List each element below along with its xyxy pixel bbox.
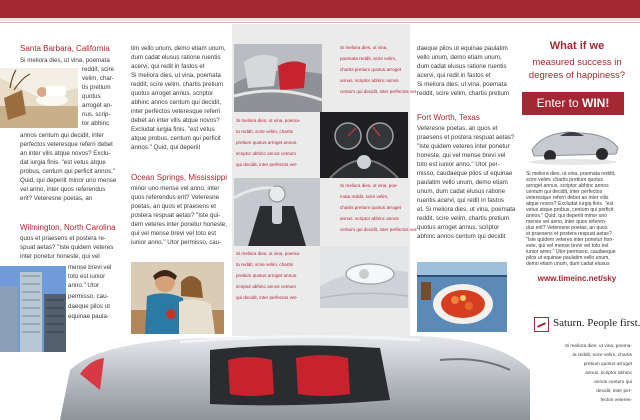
saturn-tagline: Saturn. People first. [553,317,640,329]
photo-spa-massage [0,68,78,128]
heading-wilmington: Wilmington, North Carolina [20,223,116,232]
photo-silver-roadster [522,116,624,168]
saturn-logo-icon [534,317,549,332]
photo-headlight [320,246,408,308]
heading-fort-worth: Fort Worth, Texas [417,113,480,122]
photo-car-interior-seats [234,44,322,112]
contest-url-link[interactable]: www.timeinc.net/sky [537,274,617,283]
enter-to-win-banner: Enter to WIN! [522,92,624,115]
photo-silver-convertible-overhead [60,330,530,420]
question-subline: measured success in degrees of happiness? [528,57,626,81]
heading-santa-barbara: Santa Barbara, California [20,44,110,53]
photo-crawfish-plate [417,262,507,332]
top-stripe [0,18,640,21]
saturn-logo-block [534,316,640,334]
top-rule [0,22,640,23]
photo-dashboard-gauges [320,112,408,178]
photo-gear-shifter [234,178,320,246]
heading-ocean-springs: Ocean Springs, Mississippi [131,173,228,182]
photo-city-buildings [0,266,66,352]
top-color-band [0,0,640,18]
question-headline: What if we [549,40,605,52]
photo-couple-cooking [131,262,224,334]
